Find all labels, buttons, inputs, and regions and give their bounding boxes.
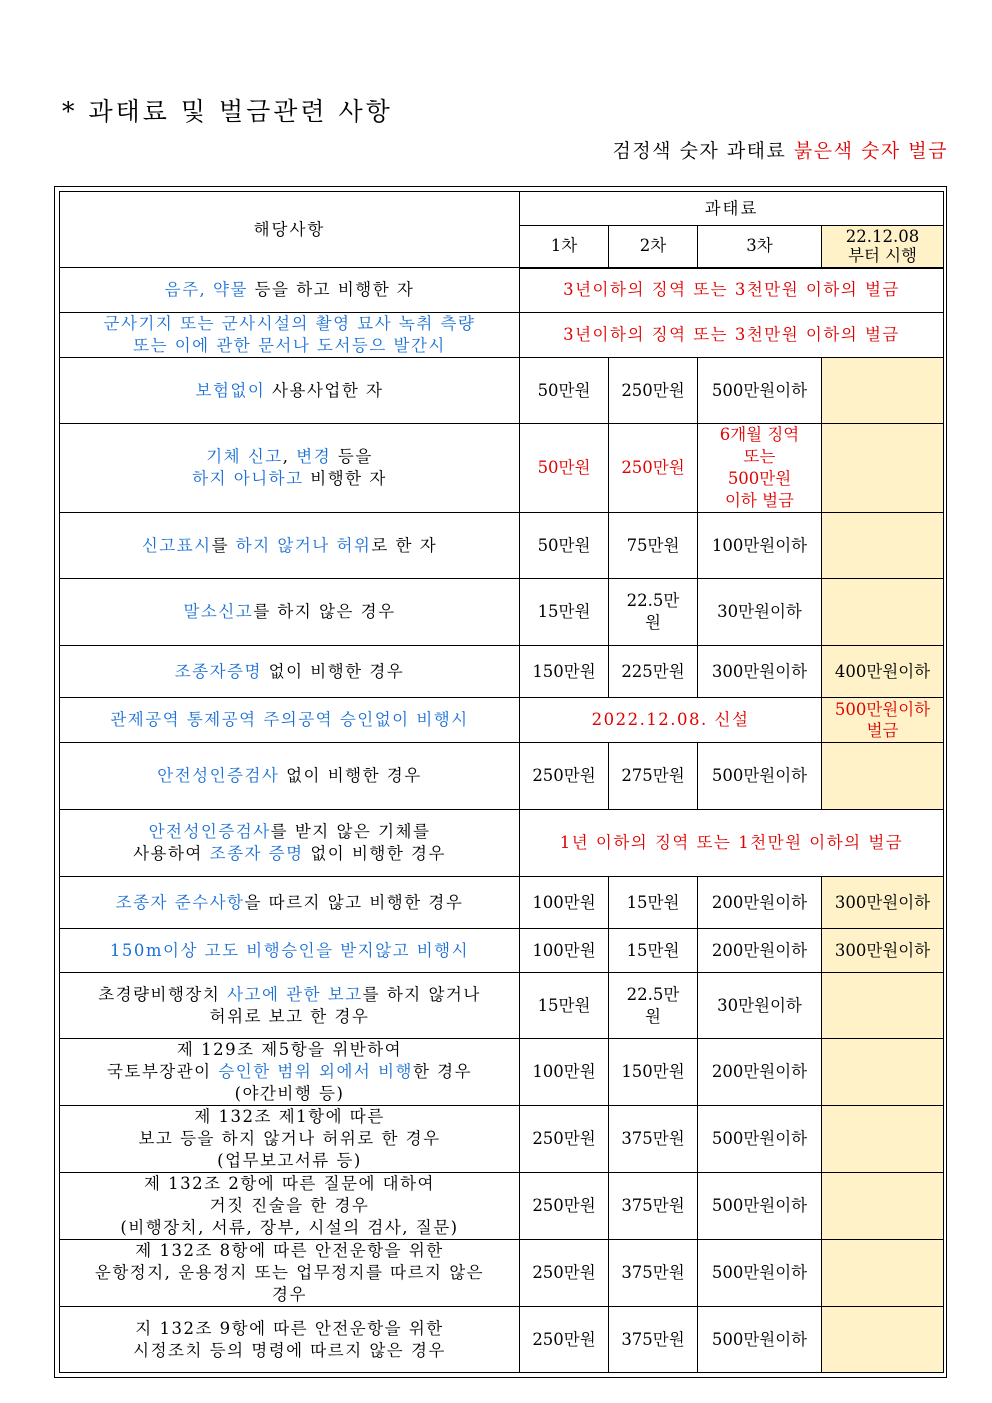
amount-new [822,1240,944,1307]
amount-third: 30만원이하 [698,973,822,1039]
header-first: 1차 [520,226,609,268]
description-segment: 등을 하고 비행한 자 [247,280,415,299]
amount-second: 375만원 [609,1106,698,1173]
row-description [60,929,520,973]
legend-red: 붉은색 숫자 벌금 [793,140,948,162]
amount-second: 375만원 [609,1307,698,1373]
header-subject: 해당사항 [60,192,520,268]
description-segment: 제 132조 제1항에 따른 보고 등을 하지 않거나 허위로 한 경우 (업무보고서류 등) [138,1107,441,1170]
amount-first: 250만원 [520,1173,609,1240]
description-segment: 를 하지 않거나 허위로 보고 한 경우 [209,984,481,1026]
description-segment: 조종자 증명 [209,844,304,863]
table-row [60,358,944,424]
legend-black: 검정색 숫자 과태료 [612,140,787,162]
row-description [60,810,520,877]
description-segment: 제 132조 8항에 따른 안전운항을 위한 운항정지, 운용정지 또는 업무정지를 따르지 않은 경우 [94,1241,485,1304]
amount-second: 250만원 [609,424,698,513]
amount-first: 250만원 [520,743,609,810]
row-description [60,1106,520,1173]
penalty-table [59,191,944,1373]
description-segment: 제 132조 2항에 따른 질문에 대하여 거짓 진술을 한 경우 (비행장치, 서류, 장부, 시설의 검사, 질문) [120,1174,459,1237]
amount-third: 30만원이하 [698,579,822,646]
description-segment: , [282,447,297,466]
description-segment: 기체 신고 [206,447,283,466]
amount-new [822,1106,944,1173]
row-description [60,973,520,1039]
fine-merged: 2022.12.08. 신설 [520,698,822,743]
description-segment: 하지 아니하고 [192,469,304,488]
table-row [60,698,944,743]
table-row [60,646,944,698]
table-row [60,313,944,358]
amount-third: 500만원이하 [698,1307,822,1373]
description-segment: 사고에 관한 보고 [227,984,363,1004]
table-row [60,1307,944,1373]
row-description [60,424,520,513]
amount-new [822,743,944,810]
page-title: * 과태료 및 벌금관련 사항 [62,97,393,126]
amount-second: 225만원 [609,646,698,698]
description-segment: 없이 비행한 경우 [303,844,446,863]
amount-third: 200만원이하 [698,1039,822,1106]
amount-second: 75만원 [609,513,698,579]
amount-new: 300만원이하 [822,877,944,929]
description-segment: 안전성인증검사 [157,766,280,785]
amount-first: 15만원 [520,973,609,1039]
fine-merged: 3년이하의 징역 또는 3천만원 이하의 벌금 [520,313,944,358]
description-segment: 조종자증명 [174,661,262,681]
amount-new: 500만원이하 벌금 [822,698,944,743]
description-segment: 비행한 자 [303,469,387,488]
row-description [60,1240,520,1307]
table-row [60,268,944,313]
row-description [60,877,520,929]
color-legend [612,136,948,163]
amount-second: 150만원 [609,1039,698,1106]
amount-second: 22.5만 원 [609,973,698,1039]
description-segment: 군사기지 또는 군사시설의 촬영 묘사 녹취 측량 [103,314,476,333]
table-row [60,810,944,877]
header-new-date: 22.12.08 [845,227,920,247]
amount-third: 200만원이하 [698,877,822,929]
table-body [60,268,944,1373]
description-segment: 를 받지 않은 기체를 사용하여 [133,822,431,863]
amount-third: 100만원이하 [698,513,822,579]
table-row [60,929,944,973]
amount-first: 250만원 [520,1106,609,1173]
description-segment: 보험없이 [195,380,266,400]
amount-second: 275만원 [609,743,698,810]
description-segment: 없이 비행한 경우 [279,766,422,785]
fine-merged: 3년이하의 징역 또는 3천만원 이하의 벌금 [520,268,944,313]
description-segment: 를 [211,535,236,555]
description-segment: 없이 비행한 경우 [261,661,405,681]
description-segment: 또는 이에 관한 문서나 도서등으 발간시 [133,336,446,355]
amount-first: 15만원 [520,579,609,646]
description-segment: 를 하지 않은 경우 [253,602,396,621]
table-row [60,579,944,646]
amount-new [822,358,944,424]
description-segment: 변경 [296,447,332,466]
amount-third: 200만원이하 [698,929,822,973]
description-segment: 말소신고 [183,602,254,621]
amount-first: 250만원 [520,1240,609,1307]
amount-new [822,579,944,646]
amount-new [822,424,944,513]
row-description [60,358,520,424]
description-segment: 사용사업한 자 [265,380,384,400]
description-segment: 등을 [331,447,373,466]
amount-first: 150만원 [520,646,609,698]
amount-third: 500만원이하 [698,743,822,810]
amount-first: 50만원 [520,358,609,424]
row-description [60,646,520,698]
header-penalty: 과태료 [520,192,944,226]
description-segment: 한 경우 (야간비행 등) [234,1062,473,1103]
amount-second: 250만원 [609,358,698,424]
amount-third: 500만원이하 [698,1106,822,1173]
row-description [60,1039,520,1106]
amount-first: 100만원 [520,929,609,973]
row-description [60,313,520,358]
amount-second: 22.5만 원 [609,579,698,646]
amount-new: 400만원이하 [822,646,944,698]
amount-first: 50만원 [520,513,609,579]
header-new-effective: 부터 시행 [848,246,918,266]
table-row [60,973,944,1039]
table-row [60,1240,944,1307]
header-new [822,226,944,268]
amount-first: 100만원 [520,1039,609,1106]
row-description [60,698,520,743]
description-segment: 신고표시 [141,535,212,555]
description-segment: 관제공역 통제공역 주의공역 승인없이 비행시 [110,710,469,729]
row-description [60,743,520,810]
table-row [60,877,944,929]
description-segment: 을 따르지 않고 비행한 경우 [244,892,464,912]
description-segment: 150m이상 고도 비행승인을 받지않고 비행시 [109,940,470,960]
description-segment: 하지 않거나 허위 [235,535,372,555]
amount-new [822,513,944,579]
amount-second: 15만원 [609,877,698,929]
table-row [60,743,944,810]
description-segment: 안전성인증검사 [148,822,271,841]
table-row [60,1039,944,1106]
header-second: 2차 [609,226,698,268]
row-description [60,1173,520,1240]
table-row [60,424,944,513]
amount-first: 50만원 [520,424,609,513]
description-segment: 음주, 약물 [164,280,248,299]
amount-second: 375만원 [609,1173,698,1240]
description-segment: 조종자 준수사항 [115,892,245,912]
table-row [60,513,944,579]
amount-second: 375만원 [609,1240,698,1307]
amount-new [822,1039,944,1106]
amount-third: 500만원이하 [698,358,822,424]
row-description [60,1307,520,1373]
amount-first: 100만원 [520,877,609,929]
header-third: 3차 [698,226,822,268]
table-row [60,1173,944,1240]
amount-third: 500만원이하 [698,1173,822,1240]
row-description [60,513,520,579]
amount-new: 300만원이하 [822,929,944,973]
amount-new [822,1173,944,1240]
amount-third: 300만원이하 [698,646,822,698]
row-description [60,579,520,646]
row-description [60,268,520,313]
amount-first: 250만원 [520,1307,609,1373]
table-row [60,1106,944,1173]
amount-new [822,1307,944,1373]
amount-third: 500만원이하 [698,1240,822,1307]
amount-third: 6개월 징역 또는 500만원 이하 벌금 [698,424,822,513]
description-segment: 승인한 범위 외에서 비행 [218,1062,413,1081]
description-segment: 초경량비행장치 [98,984,228,1004]
amount-new [822,973,944,1039]
fine-merged: 1년 이하의 징역 또는 1천만원 이하의 벌금 [520,810,944,877]
description-segment: 제 129조 제5항을 위반하여 국토부장관이 [106,1040,403,1081]
description-segment: 로 한 자 [371,535,438,555]
amount-second: 15만원 [609,929,698,973]
description-segment: 지 132조 9항에 따른 안전운항을 위한 시정조치 등의 명령에 따르지 않은 경우 [133,1318,446,1360]
